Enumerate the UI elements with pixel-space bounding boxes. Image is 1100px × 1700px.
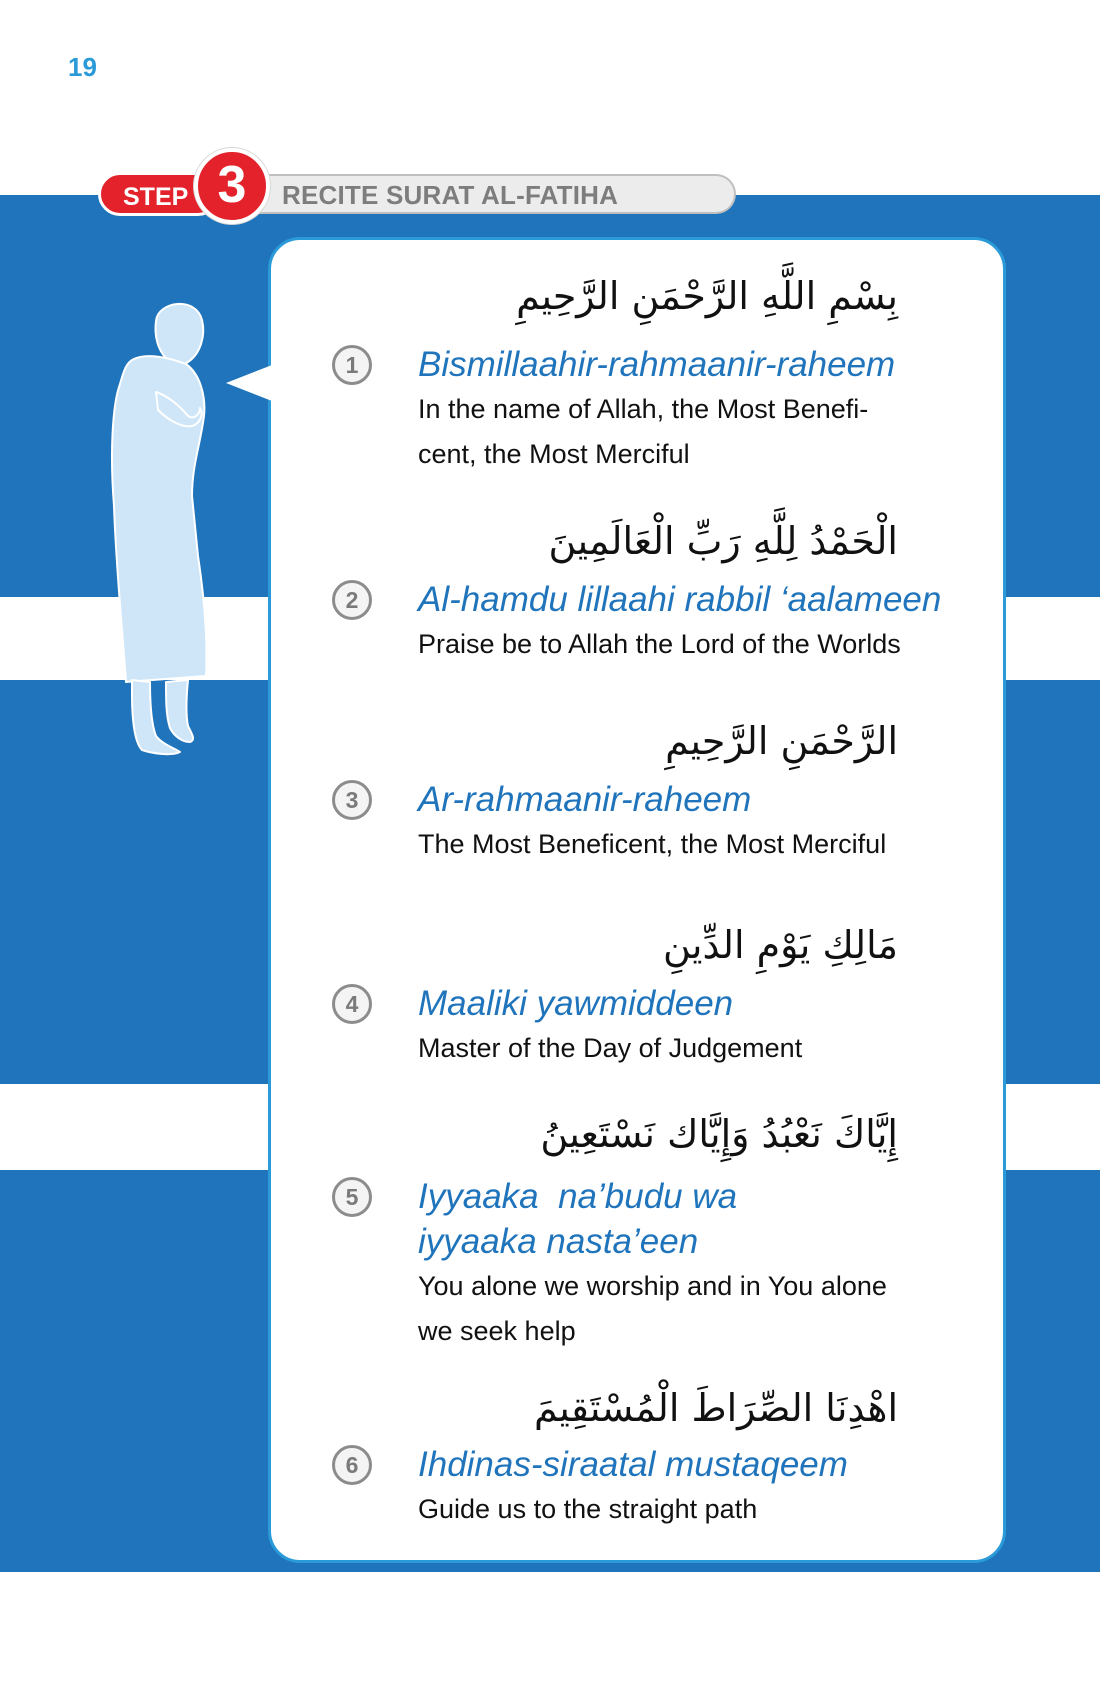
step-number: 3 xyxy=(217,156,247,214)
verse-number: 6 xyxy=(345,1452,359,1478)
verse-number: 1 xyxy=(345,352,359,378)
step-badge xyxy=(98,156,638,216)
verse-transliteration: Bismillaahir-rahmaanir-raheem xyxy=(418,345,896,384)
verse-translation: The Most Beneficent, the Most Merciful xyxy=(418,829,887,859)
verse-number: 3 xyxy=(345,787,359,813)
verse-transliteration: Iyyaaka na’budu wa iyyaaka nasta’een xyxy=(418,1177,747,1261)
verse-number: 2 xyxy=(345,587,359,613)
verse-translation: Guide us to the straight path xyxy=(418,1494,758,1524)
verse-number-badge xyxy=(332,1445,372,1485)
verse-translation: You alone we worship and in You alone we seek help xyxy=(418,1271,887,1346)
verse-arabic: الرَّحْمَنِ الرَّحِيمِ xyxy=(665,719,898,763)
verse-number-badge xyxy=(332,984,372,1024)
speech-bubble-tail xyxy=(226,365,272,401)
verse-arabic: اهْدِنَا الصِّرَاطَ الْمُسْتَقِيمَ xyxy=(533,1386,898,1430)
verse-translation: In the name of Allah, the Most Benefi-cent, the Most Merciful xyxy=(418,394,869,469)
verse-number-badge xyxy=(332,780,372,820)
verse-number-badge xyxy=(332,1177,372,1217)
verse-arabic: الْحَمْدُ لِلَّهِ رَبِّ الْعَالَمِينَ xyxy=(548,519,898,563)
verse-translation: Master of the Day of Judgement xyxy=(418,1033,803,1063)
verse-translation: Praise be to Allah the Lord of the Worlds xyxy=(418,629,901,659)
verse-transliteration: Ar-rahmaanir-raheem xyxy=(418,780,752,819)
verse-number-badge xyxy=(332,580,372,620)
verse-arabic: مَالِكِ يَوْمِ الدِّينِ xyxy=(662,923,898,967)
praying-man-figure xyxy=(96,296,246,816)
verse-number-badge xyxy=(332,345,372,385)
step-number-circle xyxy=(194,148,270,224)
verse-arabic: إِيَّاكَ نَعْبُدُ وَإِيَّاك نَسْتَعِينُ xyxy=(540,1112,898,1156)
verse-number: 4 xyxy=(345,991,359,1017)
page-number: 19 xyxy=(68,52,97,82)
verse-number: 5 xyxy=(345,1184,359,1210)
step-word: STEP xyxy=(123,183,189,211)
verse-transliteration: Ihdinas-siraatal mustaqeem xyxy=(418,1445,848,1484)
verse-transliteration: Maaliki yawmiddeen xyxy=(418,984,734,1023)
verse-arabic: بِسْمِ اللَّهِ الرَّحْمَنِ الرَّحِيمِ xyxy=(516,274,898,318)
step-title: RECITE SURAT AL-FATIHA xyxy=(282,180,619,210)
verse-transliteration: Al-hamdu lillaahi rabbil ‘aalameen xyxy=(418,580,942,619)
